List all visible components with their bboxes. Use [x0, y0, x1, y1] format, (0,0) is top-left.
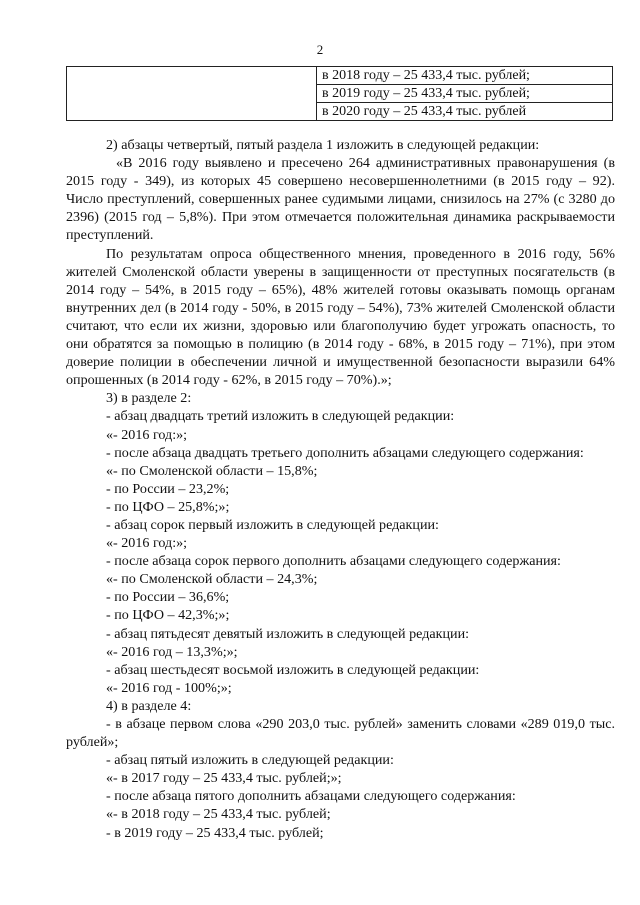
document-body	[66, 136, 615, 842]
page-number: 2	[316, 42, 324, 57]
paragraph: - по России – 36,6%;	[106, 589, 230, 606]
paragraph: - по ЦФО – 25,8%;»;	[106, 498, 230, 515]
paragraph: - в 2019 году – 25 433,4 тыс. рублей;	[106, 824, 324, 841]
paragraph: - абзац сорок первый изложить в следующей редакции:	[106, 516, 439, 533]
paragraph: - абзац шестьдесят восьмой изложить в следующей редакции:	[106, 661, 480, 678]
paragraph: «- 2016 год – 13,3%;»;	[106, 643, 238, 660]
paragraph: 2) абзацы четвертый, пятый раздела 1 изложить в следующей редакции:	[106, 137, 540, 153]
table-value-cell	[317, 67, 613, 121]
paragraph: «- по Смоленской области – 15,8%;	[106, 462, 318, 479]
paragraph: «- в 2017 году – 25 433,4 тыс. рублей;»;	[106, 770, 342, 787]
paragraph: «- 2016 год:»;	[106, 426, 188, 443]
paragraph: «- 2016 год - 100%;»;	[106, 679, 232, 696]
paragraph: - абзац пятый изложить в следующей редакции:	[106, 752, 394, 769]
paragraph: - после абзаца двадцать третьего дополнить абзацами следующего содержания:	[106, 444, 584, 461]
paragraph: - по ЦФО – 42,3%;»;	[106, 607, 230, 624]
paragraph: - в абзаце первом слова «290 203,0 тыс. рублей» заменить словами «289 019,0 тыс. рублей»;	[66, 716, 615, 751]
continuation-table	[66, 66, 613, 121]
table-empty-cell	[67, 67, 317, 121]
paragraph: «- 2016 год:»;	[106, 535, 188, 552]
paragraph: - абзац двадцать третий изложить в следующей редакции:	[106, 408, 455, 425]
paragraph: 3) в разделе 2:	[106, 390, 192, 407]
paragraph: - по России – 23,2%;	[106, 480, 230, 497]
paragraph: - после абзаца пятого дополнить абзацами следующего содержания:	[106, 788, 516, 805]
paragraph: - абзац пятьдесят девятый изложить в следующей редакции:	[106, 625, 470, 642]
paragraph: По результатам опроса общественного мнения, проведенного в 2016 году, 56% жителей Смоленской области уверены в защищенности от преступных посягательств (в 2014 году – 54%, в 2015 году – 65%), 48% жителей готовы оказывать помощь органам внутренних дел (в 2014 году - 50%, в 2015 году – 54%), 73% жителей Смоленской области считают, что если их жизни, здоровью или благополучию будет угрожать опасность, то они обратятся за помощью в полицию (в 2014 году - 68%, в 2015 году – 71%), при этом доверие полиции в обеспечении личной и имущественной безопасности выразили 64% опрошенных (в 2014 году - 62%, в 2015 году – 70%).»;	[66, 245, 615, 389]
paragraph: «В 2016 году выявлено и пресечено 264 административных правонарушения (в 2015 году - 349), из которых 45 совершено несовершеннолетними (в 2015 году – 92). Число преступлений, совершенных ранее судимыми лицами, снизилось на 27% (с 3280 до 2396) (2015 год – 5,8%). При этом отмечается положительная динамика раскрываемости преступлений.	[66, 155, 615, 244]
table-row: в 2020 году – 25 433,4 тыс. рублей	[322, 104, 527, 119]
table-row: в 2019 году – 25 433,4 тыс. рублей;	[317, 85, 612, 103]
paragraph: «- в 2018 году – 25 433,4 тыс. рублей;	[106, 806, 331, 823]
table-row: в 2018 году – 25 433,4 тыс. рублей;	[317, 67, 612, 85]
paragraph: «- по Смоленской области – 24,3%;	[106, 571, 318, 588]
paragraph: 4) в разделе 4:	[106, 697, 192, 714]
paragraph: - после абзаца сорок первого дополнить абзацами следующего содержания:	[106, 553, 561, 570]
